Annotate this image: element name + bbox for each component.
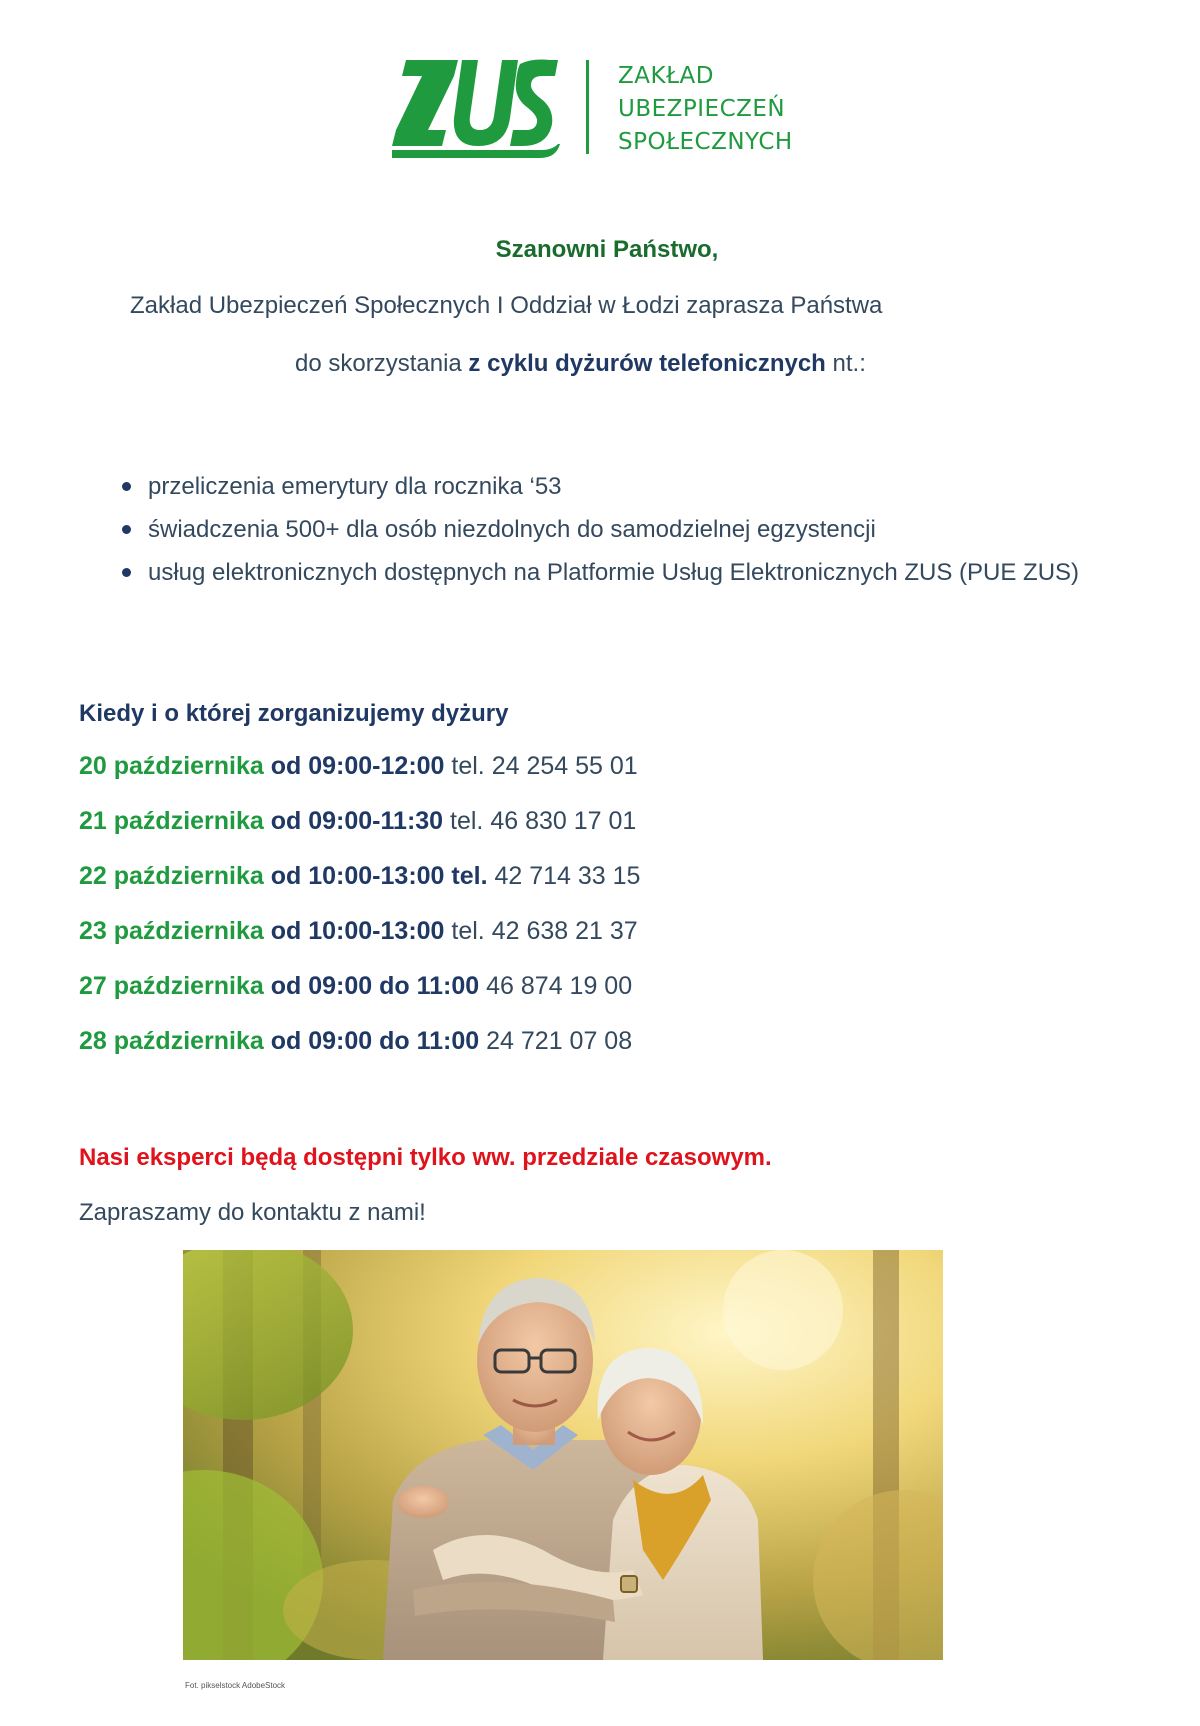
schedule-date: 22 października <box>79 862 264 890</box>
schedule-time: od 10:00-13:00 <box>263 917 445 945</box>
schedule-title: Kiedy i o której zorganizujemy dyżury <box>79 700 509 727</box>
schedule-row <box>79 862 640 917</box>
schedule-time: od 09:00-11:30 <box>263 807 444 835</box>
intro-line-2-suffix: nt.: <box>825 350 866 377</box>
contact-invitation: Zapraszamy do kontaktu z nami! <box>79 1199 426 1226</box>
intro-line-2 <box>295 350 866 378</box>
zus-logo <box>392 58 822 158</box>
intro-line-2-prefix: do skorzystania <box>295 350 469 377</box>
schedule-date: 21 października <box>79 807 264 835</box>
logo-line-2: UBEZPIECZEŃ <box>618 96 786 122</box>
logo-divider <box>586 60 589 154</box>
senior-couple-photo <box>183 1250 943 1660</box>
schedule-date: 20 października <box>79 752 264 780</box>
schedule-row <box>79 917 640 972</box>
list-item <box>120 551 1130 594</box>
schedule-phone: 24 721 07 08 <box>479 1027 633 1055</box>
intro-line-2-bold: z cyklu dyżurów telefonicznych <box>468 350 826 377</box>
schedule-list <box>79 752 640 1082</box>
schedule-date: 28 października <box>79 1027 264 1055</box>
bullet-icon <box>122 525 131 534</box>
availability-warning: Nasi eksperci będą dostępni tylko ww. przedziale czasowym. <box>79 1144 772 1171</box>
zus-logo-mark <box>392 58 560 158</box>
bullet-icon <box>122 568 131 577</box>
bullet-icon <box>122 482 131 491</box>
topic-text: świadczenia 500+ dla osób niezdolnych do samodzielnej egzystencji <box>148 516 876 543</box>
schedule-time: od 09:00 do 11:00 <box>263 1027 480 1055</box>
logo-line-3: SPOŁECZNYCH <box>618 129 793 155</box>
logo-line-1: ZAKŁAD <box>618 63 714 89</box>
schedule-time: od 09:00-12:00 <box>263 752 445 780</box>
schedule-row <box>79 1027 640 1082</box>
schedule-time: od 10:00-13:00 tel. <box>263 862 488 890</box>
schedule-date: 27 października <box>79 972 264 1000</box>
schedule-row <box>79 972 640 1027</box>
topics-list <box>120 465 1130 594</box>
schedule-phone: 42 714 33 15 <box>487 862 641 890</box>
schedule-phone: tel. 46 830 17 01 <box>443 807 637 835</box>
photo-illustration <box>183 1250 943 1660</box>
topic-text: usług elektronicznych dostępnych na Platformie Usług Elektronicznych ZUS (PUE ZUS) <box>148 559 1080 586</box>
schedule-date: 23 października <box>79 917 264 945</box>
schedule-phone: 46 874 19 00 <box>479 972 633 1000</box>
list-item <box>120 508 1130 551</box>
topic-text: przeliczenia emerytury dla rocznika ‘53 <box>148 473 562 500</box>
schedule-time: od 09:00 do 11:00 <box>263 972 480 1000</box>
intro-line-1: Zakład Ubezpieczeń Społecznych I Oddział w Łodzi zaprasza Państwa <box>130 292 883 319</box>
greeting: Szanowni Państwo, <box>495 236 719 263</box>
schedule-phone: tel. 24 254 55 01 <box>444 752 638 780</box>
schedule-row <box>79 752 640 807</box>
photo-credit: Fot. pikselstock AdobeStock <box>185 1681 286 1690</box>
logo-wordmark <box>618 60 838 159</box>
schedule-row <box>79 807 640 862</box>
list-item <box>120 465 1130 508</box>
schedule-phone: tel. 42 638 21 37 <box>444 917 638 945</box>
